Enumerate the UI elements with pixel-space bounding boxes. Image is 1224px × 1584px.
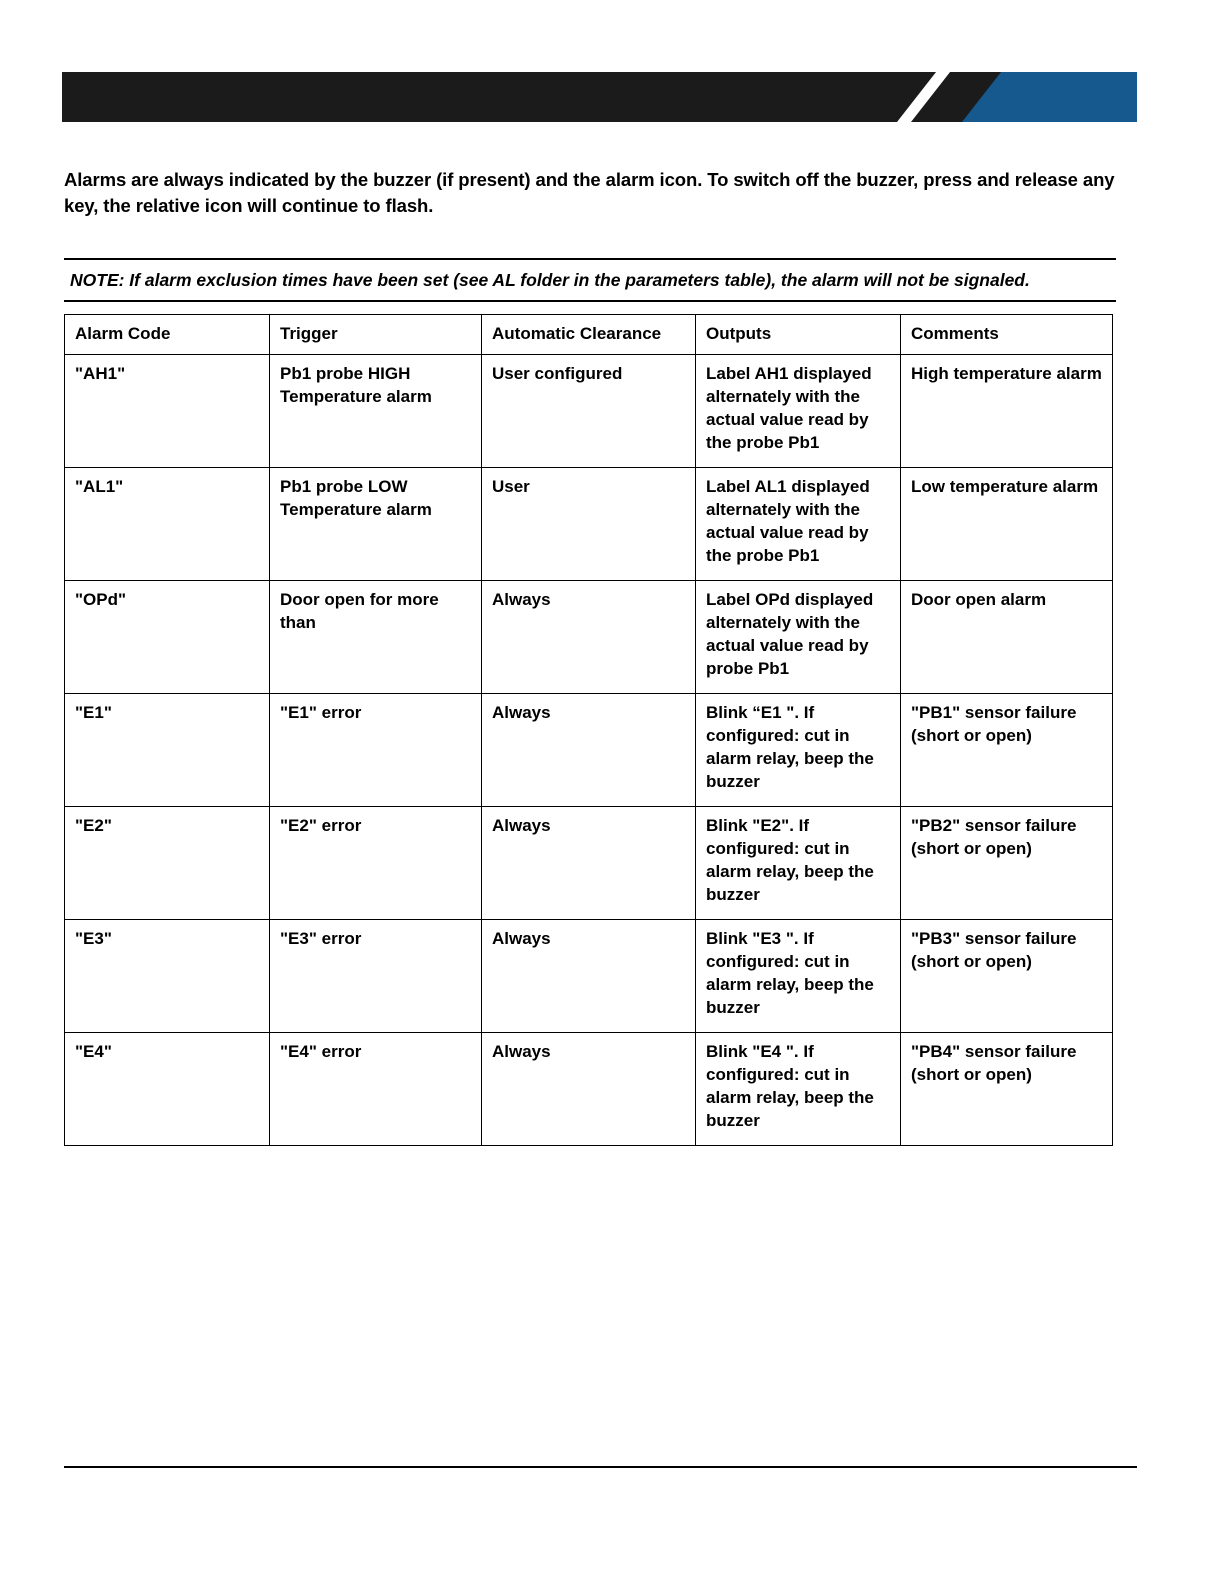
cell-comments: "PB4" sensor failure (short or open) — [901, 1032, 1113, 1145]
cell-trigger: "E2" error — [270, 806, 482, 919]
table-row — [65, 467, 1113, 580]
cell-clearance: Always — [482, 693, 696, 806]
cell-alarm-code: "E1" — [65, 693, 270, 806]
cell-outputs: Label AH1 displayed alternately with the actual value read by the probe Pb1 — [696, 354, 901, 467]
cell-alarm-code: "E4" — [65, 1032, 270, 1145]
table-row — [65, 806, 1113, 919]
cell-clearance: Always — [482, 919, 696, 1032]
cell-outputs: Label AL1 displayed alternately with the actual value read by the probe Pb1 — [696, 467, 901, 580]
column-header-comments: Comments — [901, 315, 1113, 355]
cell-comments: High temperature alarm — [901, 354, 1113, 467]
table-row — [65, 1032, 1113, 1145]
footer-rule — [64, 1466, 1137, 1468]
cell-comments: "PB2" sensor failure (short or open) — [901, 806, 1113, 919]
column-header-trigger: Trigger — [270, 315, 482, 355]
cell-alarm-code: "AL1" — [65, 467, 270, 580]
cell-trigger: "E3" error — [270, 919, 482, 1032]
intro-paragraph: Alarms are always indicated by the buzzer (if present) and the alarm icon. To switch off the buzzer, press and release any key, the relative icon will continue to flash. — [64, 168, 1115, 217]
cell-clearance: Always — [482, 806, 696, 919]
column-header-alarm-code: Alarm Code — [65, 315, 270, 355]
cell-clearance: User — [482, 467, 696, 580]
cell-clearance: Always — [482, 580, 696, 693]
cell-alarm-code: "OPd" — [65, 580, 270, 693]
note-block — [64, 258, 1116, 302]
cell-trigger: "E1" error — [270, 693, 482, 806]
cell-clearance: User configured — [482, 354, 696, 467]
table-row — [65, 693, 1113, 806]
cell-comments: Low temperature alarm — [901, 467, 1113, 580]
note-text: NOTE: If alarm exclusion times have been set (see AL folder in the parameters table), the alarm will not be signaled. — [70, 270, 1030, 290]
cell-comments: Door open alarm — [901, 580, 1113, 693]
table-row — [65, 580, 1113, 693]
cell-outputs: Blink "E2". If configured: cut in alarm relay, beep the buzzer — [696, 806, 901, 919]
cell-alarm-code: "E3" — [65, 919, 270, 1032]
cell-alarm-code: "E2" — [65, 806, 270, 919]
cell-clearance: Always — [482, 1032, 696, 1145]
cell-outputs: Label OPd displayed alternately with the actual value read by probe Pb1 — [696, 580, 901, 693]
cell-comments: "PB3" sensor failure (short or open) — [901, 919, 1113, 1032]
table-row — [65, 354, 1113, 467]
cell-outputs: Blink “E1 ". If configured: cut in alarm relay, beep the buzzer — [696, 693, 901, 806]
cell-outputs: Blink "E4 ". If configured: cut in alarm relay, beep the buzzer — [696, 1032, 901, 1145]
cell-trigger: Pb1 probe HIGH Temperature alarm — [270, 354, 482, 467]
cell-trigger: Door open for more than — [270, 580, 482, 693]
table-row — [65, 919, 1113, 1032]
cell-trigger: Pb1 probe LOW Temperature alarm — [270, 467, 482, 580]
column-header-automatic-clearance: Automatic Clearance — [482, 315, 696, 355]
note-rule-bottom — [64, 300, 1116, 302]
cell-alarm-code: "AH1" — [65, 354, 270, 467]
page-header-banner — [62, 72, 1137, 122]
table-header-row — [65, 315, 1113, 355]
cell-trigger: "E4" error — [270, 1032, 482, 1145]
cell-comments: "PB1" sensor failure (short or open) — [901, 693, 1113, 806]
alarm-codes-table — [64, 314, 1113, 1146]
column-header-outputs: Outputs — [696, 315, 901, 355]
header-black-block — [62, 72, 902, 122]
cell-outputs: Blink "E3 ". If configured: cut in alarm relay, beep the buzzer — [696, 919, 901, 1032]
